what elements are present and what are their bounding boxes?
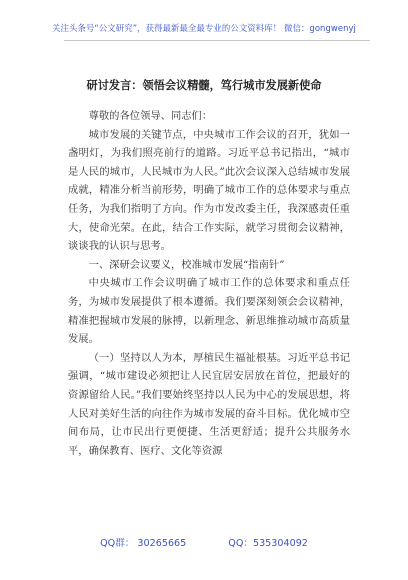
footer-qq-group: QQ群： 30265665 [100,538,187,549]
document-body [68,107,350,460]
section-heading: 一、深研会议要义，校准城市发展“指南针” [88,258,285,271]
header-divider [64,40,370,41]
paragraph-intro: 城市发展的关键节点，中央城市工作会议的召开，犹如一盏明灯，为我们照亮前行的道路。习近平总书记指出，“城市是人民的城市，人民城市为人民。”此次会议深入总结城市发展成就，精准分析当前形势，明确了城市工作的总体要求与重点任务，为我们指明了方向。作为市发改委主任，我深感责任重大，使命光荣。在此，结合工作实际，就学习贯彻会议精神，谈谈我的认识与思考。 [68,128,350,253]
paragraph-section-1: 中央城市工作会议明确了城市工作的总体要求和重点任务，为城市发展提供了根本遵循。我们要深刻领会会议精神，精准把握城市发展的脉搏，以新理念、新思维推动城市高质量发展。 [68,277,350,346]
paragraph-subsection-1: （一）坚持以人为本，厚植民生福祉根基。习近平总书记强调，“城市建设必须把让人民宜居安居放在首位，把最好的资源留给人民。”我们要始终坚持以人民为中心的发展思想，将人民对美好生活的向往作为城市发展的奋斗目标。优化城市空间布局，让市民出行更便捷、生活更舒适；提升公共服务水平，确保教育、医疗、文化等资源 [68,351,350,457]
document-title: 研讨发言：领悟会议精髓，笃行城市发展新使命 [86,78,322,92]
salutation: 尊敬的各位领导、同志们： [88,110,213,122]
header-note: 关注头条号“公文研究”，获得最新最全最专业的公文资料库！ 微信：gongwenyj [52,23,356,33]
footer-qq: QQ：535304092 [228,538,308,549]
footer [0,535,408,549]
